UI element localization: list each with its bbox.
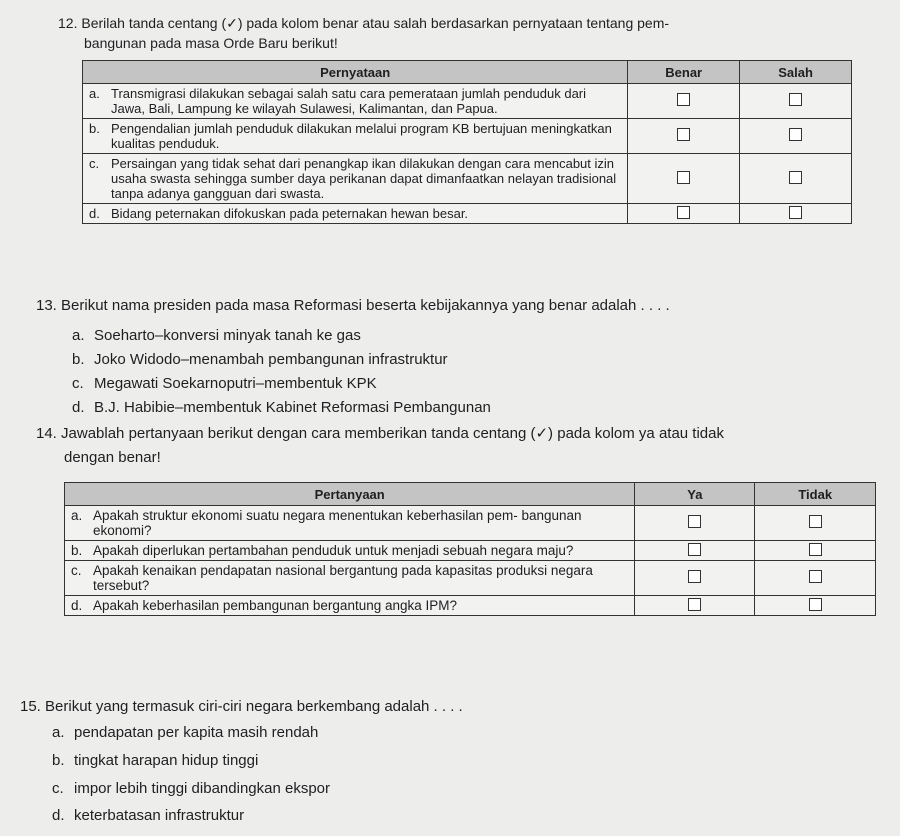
row-label: c. bbox=[71, 563, 82, 578]
checkbox-benar[interactable] bbox=[677, 171, 690, 184]
q15-text: 15. Berikut yang termasuk ciri-ciri negara berkembang adalah . . . . bbox=[20, 698, 463, 715]
row-text: Apakah struktur ekonomi suatu negara menentukan keberhasilan pem- bangunan ekonomi? bbox=[93, 508, 582, 538]
checkbox-salah[interactable] bbox=[789, 171, 802, 184]
q15-option-a bbox=[52, 723, 318, 743]
checkbox-ya[interactable] bbox=[688, 515, 701, 528]
row-label: a. bbox=[71, 508, 83, 523]
row-label: d. bbox=[89, 206, 100, 221]
table-row bbox=[83, 84, 852, 119]
option-text: impor lebih tinggi dibandingkan ekspor bbox=[74, 780, 330, 797]
table-row bbox=[65, 596, 876, 616]
q15-option-c bbox=[52, 779, 330, 799]
row-text: Bidang peternakan difokuskan pada peternakan hewan besar. bbox=[111, 206, 469, 221]
row-label: b. bbox=[89, 121, 100, 136]
q14-table bbox=[64, 482, 876, 616]
row-label: a. bbox=[89, 86, 100, 101]
checkbox-benar[interactable] bbox=[677, 93, 690, 106]
option-text: keterbatasan infrastruktur bbox=[74, 807, 245, 824]
row-label: d. bbox=[71, 598, 83, 613]
table-row bbox=[65, 541, 876, 561]
q12-header-statement: Pernyataan bbox=[83, 61, 628, 84]
checkbox-tidak[interactable] bbox=[809, 515, 822, 528]
q12-line1: 12. Berilah tanda centang (✓) pada kolom benar atau salah berdasarkan pernyataan tentang pem- bbox=[58, 15, 670, 31]
table-row bbox=[65, 506, 876, 541]
checkbox-ya[interactable] bbox=[688, 598, 701, 611]
checkbox-salah[interactable] bbox=[789, 128, 802, 141]
q12-table bbox=[82, 60, 852, 224]
table-row bbox=[65, 561, 876, 596]
q14-line2: dengan benar! bbox=[64, 449, 161, 466]
option-text: Megawati Soekarnoputri–membentuk KPK bbox=[94, 375, 377, 392]
table-row bbox=[83, 154, 852, 204]
checkbox-salah[interactable] bbox=[789, 93, 802, 106]
option-label: c. bbox=[72, 375, 84, 392]
checkbox-tidak[interactable] bbox=[809, 570, 822, 583]
q14-text bbox=[36, 424, 724, 468]
row-text: Transmigrasi dilakukan sebagai salah satu cara pemerataan jumlah penduduk dari Jawa, Bali, Lampung ke wilayah Sulawesi, Kalimantan, dan Papua. bbox=[111, 86, 587, 116]
option-text: pendapatan per kapita masih rendah bbox=[74, 724, 319, 741]
row-text: Apakah diperlukan pertambahan penduduk untuk menjadi sebuah negara maju? bbox=[93, 543, 574, 558]
checkbox-tidak[interactable] bbox=[809, 543, 822, 556]
q12-header-true: Benar bbox=[628, 61, 740, 84]
option-text: Soeharto–konversi minyak tanah ke gas bbox=[94, 327, 361, 344]
q13-option-c bbox=[72, 374, 377, 394]
option-label: d. bbox=[52, 807, 65, 824]
option-label: d. bbox=[72, 399, 85, 416]
q13-option-d bbox=[72, 398, 491, 418]
table-row bbox=[83, 204, 852, 224]
option-label: c. bbox=[52, 780, 64, 797]
table-row bbox=[83, 119, 852, 154]
option-label: b. bbox=[72, 351, 85, 368]
q15-option-b bbox=[52, 751, 258, 771]
row-text: Pengendalian jumlah penduduk dilakukan melalui program KB bertujuan meningkatkan kualitas penduduk. bbox=[111, 121, 612, 151]
q14-header-no: Tidak bbox=[755, 483, 876, 506]
q14-line1: 14. Jawablah pertanyaan berikut dengan cara memberikan tanda centang (✓) pada kolom ya atau tidak bbox=[36, 425, 724, 442]
option-text: B.J. Habibie–membentuk Kabinet Reformasi Pembangunan bbox=[94, 399, 491, 416]
checkbox-salah[interactable] bbox=[789, 206, 802, 219]
q12-line2: bangunan pada masa Orde Baru berikut! bbox=[84, 35, 338, 51]
option-label: a. bbox=[52, 724, 65, 741]
checkbox-benar[interactable] bbox=[677, 206, 690, 219]
row-text: Persaingan yang tidak sehat dari penangkap ikan dilakukan dengan cara mencabut izin usaha swasta sehingga sumber daya perikanan dapat dimanfaatkan nelayan tradisional tanpa adanya gangguan dari swasta. bbox=[111, 156, 617, 201]
row-label: b. bbox=[71, 543, 83, 558]
q14-header-question: Pertanyaan bbox=[65, 483, 635, 506]
checkbox-ya[interactable] bbox=[688, 543, 701, 556]
checkbox-benar[interactable] bbox=[677, 128, 690, 141]
q12-header-false: Salah bbox=[740, 61, 852, 84]
option-label: b. bbox=[52, 752, 65, 769]
checkbox-tidak[interactable] bbox=[809, 598, 822, 611]
q13-option-b bbox=[72, 350, 448, 370]
row-text: Apakah kenaikan pendapatan nasional bergantung pada kapasitas produksi negara tersebut? bbox=[93, 563, 593, 593]
option-text: Joko Widodo–menambah pembangunan infrastruktur bbox=[94, 351, 448, 368]
q13-option-a bbox=[72, 326, 361, 346]
option-text: tingkat harapan hidup tinggi bbox=[74, 752, 259, 769]
q14-header-yes: Ya bbox=[635, 483, 755, 506]
row-text: Apakah keberhasilan pembangunan bergantung angka IPM? bbox=[93, 598, 458, 613]
q15-option-d bbox=[52, 806, 244, 826]
q12-text bbox=[58, 13, 669, 53]
q13-text: 13. Berikut nama presiden pada masa Reformasi beserta kebijakannya yang benar adalah . . . . bbox=[36, 297, 670, 314]
row-label: c. bbox=[89, 156, 100, 171]
option-label: a. bbox=[72, 327, 85, 344]
checkbox-ya[interactable] bbox=[688, 570, 701, 583]
